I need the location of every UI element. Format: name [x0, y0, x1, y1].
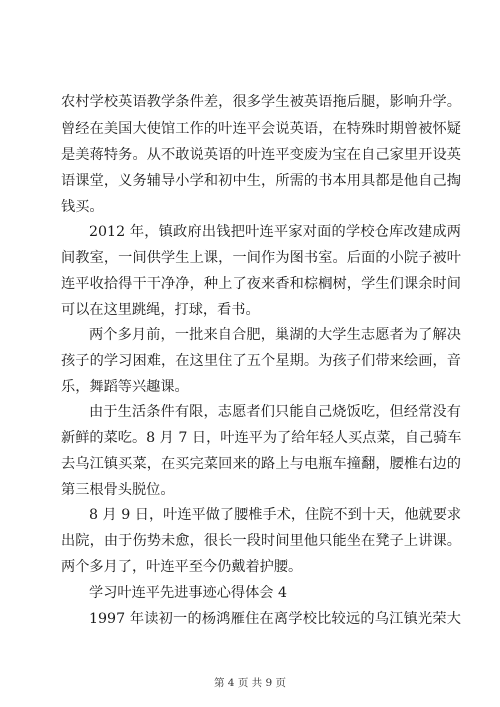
text-line: 连平收拾得干干净净，种上了夜来香和棕榈树，学生们课余时间	[61, 276, 461, 292]
text-line: 两个多月前，一批来自合肥，巢湖的大学生志愿者为了解决	[89, 327, 461, 343]
text-line: 2012 年，镇政府出钱把叶连平家对面的学校仓库改建成两	[89, 224, 461, 240]
page-footer: 第 4 页 共 9 页	[213, 677, 287, 689]
text-line: 乐，舞蹈等兴趣课。	[61, 379, 189, 395]
text-line: 两个多月了，叶连平至今仍戴着护腰。	[61, 559, 303, 575]
text-line: 农村学校英语教学条件差，很多学生被英语拖后腿，影响升学。	[61, 94, 461, 110]
text-line: 出院，由于伤势未愈，很长一段时间里他只能坐在凳子上讲课。	[61, 533, 461, 549]
text-line: 孩子的学习困难，在这里住了五个星期。为孩子们带来绘画，音	[61, 353, 461, 369]
text-line: 8 月 9 日，叶连平做了腰椎手术，住院不到十天，他就要求	[89, 507, 461, 523]
text-line: 第三根骨头脱位。	[61, 482, 175, 498]
text-line: 由于生活条件有限，志愿者们只能自己烧饭吃，但经常没有	[89, 404, 461, 420]
text-line: 钱买。	[61, 199, 104, 215]
text-line: 间教室，一间供学生上课，一间作为图书室。后面的小院子被叶	[61, 250, 461, 266]
text-line: 可以在这里跳绳，打球，看书。	[61, 302, 260, 318]
text-line: 曾经在美国大使馆工作的叶连平会说英语，在特殊时期曾被怀疑	[61, 121, 461, 137]
text-line: 语课堂，义务辅导小学和初中生，所需的书本用具都是他自己掏	[61, 173, 461, 189]
text-line: 去乌江镇买菜，在买完菜回来的路上与电瓶车撞翻，腰椎右边的	[61, 456, 461, 472]
text-line: 是美蒋特务。从不敢说英语的叶连平变废为宝在自己家里开设英	[61, 147, 461, 163]
section-heading: 学习叶连平先进事迹心得体会 4	[89, 585, 287, 601]
text-line: 1997 年读初一的杨鸿雁住在离学校比较远的乌江镇光荣大	[89, 611, 461, 627]
text-line: 新鲜的菜吃。8 月 7 日，叶连平为了给年轻人买点菜，自己骑车	[61, 430, 461, 446]
